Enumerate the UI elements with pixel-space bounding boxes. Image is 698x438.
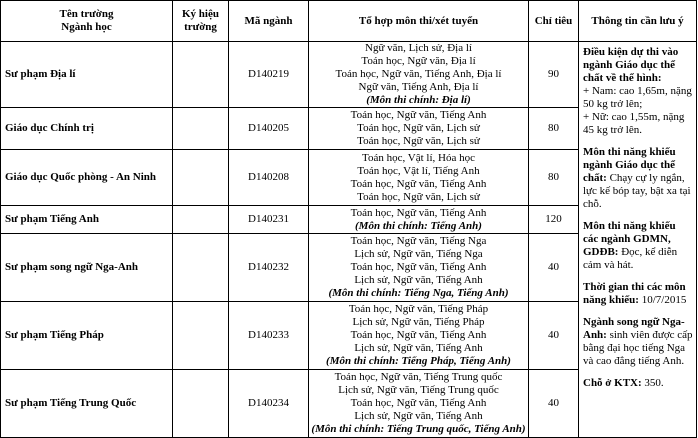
note-pe: Môn thi năng khiếu ngành Giáo dục thể chất: Chạy cự ly ngắn, lực kế bóp tay, bật xa tại chỗ. <box>583 146 691 210</box>
subject-combos: Toán học, Ngữ văn, Tiếng Nga Lịch sử, Ngữ văn, Tiếng Nga Toán học, Ngữ văn, Tiếng Anh Lịch sử, Ngữ văn, Tiếng Anh (Môn thi chính: Tiếng Nga, Tiếng Anh) <box>309 234 529 302</box>
school-symbol <box>173 370 229 438</box>
header-quota: Chỉ tiêu <box>529 1 579 42</box>
major-code: D140219 <box>229 42 309 108</box>
school-symbol <box>173 150 229 206</box>
note-bilingual: Ngành song ngữ Nga-Anh: sinh viên được cấp bằng đại học tiếng Nga và cao đẳng tiếng Anh. <box>583 316 693 367</box>
main-subject: (Môn thi chính: Tiếng Anh) <box>355 219 482 232</box>
table-row <box>1 42 697 108</box>
quota: 80 <box>529 150 579 206</box>
main-subject: (Môn thi chính: Tiếng Trung quốc, Tiếng Anh) <box>311 423 526 435</box>
subject-combos: Toán học, Vật lí, Hóa học Toán học, Vật lí, Tiếng Anh Toán học, Ngữ văn, Tiếng Anh Toán học, Ngữ văn, Lịch sử <box>309 150 529 206</box>
major-name: Sư phạm Tiếng Anh <box>1 206 173 234</box>
school-symbol <box>173 206 229 234</box>
school-symbol <box>173 42 229 108</box>
subject-combos: Toán học, Ngữ văn, Tiếng Trung quốc Lịch sử, Ngữ văn, Tiếng Trung quốc Toán học, Ngữ văn, Tiếng Anh Lịch sử, Ngữ văn, Tiếng Anh (Môn thi chính: Tiếng Trung quốc, Tiếng Anh) <box>309 370 529 438</box>
note-gdmn: Môn thi năng khiếu các ngành GDMN, GDĐB: Đọc, kể diễn cảm và hát. <box>583 220 678 271</box>
major-code: D140232 <box>229 234 309 302</box>
major-code: D140233 <box>229 302 309 370</box>
major-code: D140234 <box>229 370 309 438</box>
notes-column <box>579 42 697 438</box>
major-name: Giáo dục Quốc phòng - An Ninh <box>1 150 173 206</box>
main-subject: (Môn thi chính: Tiếng Nga, Tiếng Anh) <box>328 287 509 299</box>
header-symbol: Ký hiệu trường <box>173 1 229 42</box>
subject-combos: Toán học, Ngữ văn, Tiếng Pháp Lịch sử, Ngữ văn, Tiếng Pháp Toán học, Ngữ văn, Tiếng Anh Lịch sử, Ngữ văn, Tiếng Anh (Môn thi chính: Tiếng Pháp, Tiếng Anh) <box>309 302 529 370</box>
school-symbol <box>173 234 229 302</box>
subject-combos: Ngữ văn, Lịch sử, Địa lí Toán học, Ngữ văn, Địa lí Toán học, Ngữ văn, Tiếng Anh, Địa lí Ngữ văn, Tiếng Anh, Địa lí (Môn thi chính: Địa lí) <box>309 42 529 108</box>
school-symbol <box>173 108 229 150</box>
note-condition: Điều kiện dự thi vào ngành Giáo dục thể chất về thể hình: + Nam: cao 1,65m, nặng 50 kg trở lên; + Nữ: cao 1,55m, nặng 45 kg trở lên. <box>583 46 692 136</box>
quota: 80 <box>529 108 579 150</box>
major-code: D140208 <box>229 150 309 206</box>
quota: 40 <box>529 302 579 370</box>
quota: 120 <box>529 206 579 234</box>
header-combo: Tổ hợp môn thi/xét tuyển <box>309 1 529 42</box>
main-subject: (Môn thi chính: Địa lí) <box>366 94 471 106</box>
header-notes: Thông tin cần lưu ý <box>579 1 697 42</box>
header-code: Mã ngành <box>229 1 309 42</box>
header-row <box>1 1 697 42</box>
major-code: D140205 <box>229 108 309 150</box>
quota: 90 <box>529 42 579 108</box>
subject-combos: Toán học, Ngữ văn, Tiếng Anh (Môn thi chính: Tiếng Anh) <box>309 206 529 234</box>
major-name: Sư phạm Tiếng Pháp <box>1 302 173 370</box>
major-name: Sư phạm Tiếng Trung Quốc <box>1 370 173 438</box>
subject-combos: Toán học, Ngữ văn, Tiếng Anh Toán học, Ngữ văn, Lịch sử Toán học, Ngữ văn, Lịch sử <box>309 108 529 150</box>
major-code: D140231 <box>229 206 309 234</box>
major-name: Sư phạm song ngữ Nga-Anh <box>1 234 173 302</box>
quota: 40 <box>529 370 579 438</box>
main-subject: (Môn thi chính: Tiếng Pháp, Tiếng Anh) <box>326 355 511 367</box>
major-name: Sư phạm Địa lí <box>1 42 173 108</box>
major-name: Giáo dục Chính trị <box>1 108 173 150</box>
school-symbol <box>173 302 229 370</box>
header-school: Tên trường Ngành học <box>1 1 173 42</box>
note-time: Thời gian thi các môn năng khiếu: 10/7/2015 <box>583 281 687 306</box>
quota: 40 <box>529 234 579 302</box>
note-ktx: Chỗ ở KTX: 350. <box>583 377 664 389</box>
